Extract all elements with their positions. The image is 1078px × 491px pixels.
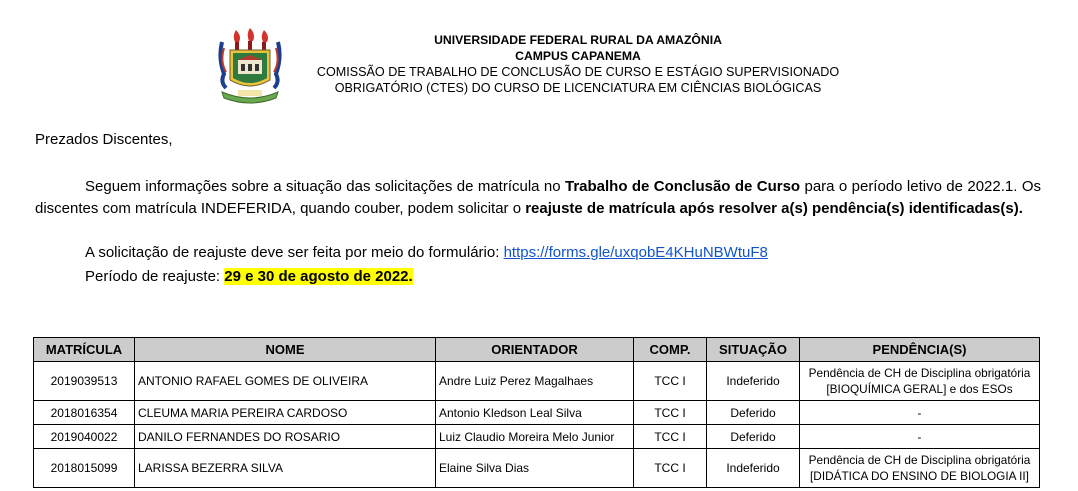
period-value-highlight: 29 e 30 de agosto de 2022. bbox=[224, 268, 413, 285]
cell-orientador: Luiz Claudio Moreira Melo Junior bbox=[436, 425, 634, 449]
paragraph-bold-tcc: Trabalho de Conclusão de Curso bbox=[564, 178, 801, 195]
enrollment-table bbox=[33, 337, 1040, 488]
pendencia-line: [DIDÁTICA DO ENSINO DE BIOLOGIA II] bbox=[810, 469, 1029, 483]
pendencia-line: Pendência de CH de Disciplina obrigatória bbox=[808, 366, 1031, 380]
cell-comp: TCC I bbox=[634, 449, 707, 488]
paragraph-text: Seguem informações sobre a situação das solicitações de matrícula no bbox=[85, 178, 565, 195]
cell-nome: LARISSA BEZERRA SILVA bbox=[135, 449, 436, 488]
greeting: Prezados Discentes, bbox=[35, 131, 173, 148]
pendencia-line: [BIOQUÍMICA GERAL] e dos ESOs bbox=[826, 382, 1013, 396]
cell-pendencia: - bbox=[800, 401, 1040, 425]
paragraph-bold-reajuste: reajuste de matrícula após resolver a(s) pendência(s) identificadas(s). bbox=[525, 199, 1023, 217]
col-header-orientador: ORIENTADOR bbox=[436, 338, 634, 362]
col-header-comp: COMP. bbox=[634, 338, 707, 362]
form-instruction-text: A solicitação de reajuste deve ser feita por meio do formulário: bbox=[85, 244, 504, 261]
cell-pendencia bbox=[800, 362, 1040, 401]
period-label: Período de reajuste: bbox=[85, 268, 225, 285]
form-link[interactable]: https://forms.gle/uxqobE4KHuNBWtuF8 bbox=[503, 244, 768, 261]
adjustment-period bbox=[85, 268, 413, 285]
cell-matricula: 2019040022 bbox=[34, 425, 135, 449]
cell-situacao: Indeferido bbox=[707, 362, 800, 401]
cell-orientador: Antonio Kledson Leal Silva bbox=[436, 401, 634, 425]
paragraph-text: para o período letivo de 2022.1. Os discentes com matrícula INDEFERIDA, quando couber, podem solicitar o bbox=[35, 178, 1041, 217]
commission-name-line1: COMISSÃO DE TRABALHO DE CONCLUSÃO DE CURSO E ESTÁGIO SUPERVISIONADO bbox=[316, 65, 840, 79]
cell-nome: DANILO FERNANDES DO ROSARIO bbox=[135, 425, 436, 449]
commission-name-line2: OBRIGATÓRIO (CTES) DO CURSO DE LICENCIATURA EM CIÊNCIAS BIOLÓGICAS bbox=[334, 81, 822, 95]
cell-matricula: 2018016354 bbox=[34, 401, 135, 425]
table-row bbox=[34, 401, 1040, 425]
cell-nome: ANTONIO RAFAEL GOMES DE OLIVEIRA bbox=[135, 362, 436, 401]
cell-comp: TCC I bbox=[634, 425, 707, 449]
pendencia-line: Pendência de CH de Disciplina obrigatória bbox=[808, 453, 1031, 467]
col-header-matricula: MATRÍCULA bbox=[34, 338, 135, 362]
cell-matricula: 2018015099 bbox=[34, 449, 135, 488]
col-header-nome: NOME bbox=[135, 338, 436, 362]
campus-name: CAMPUS CAPANEMA bbox=[515, 49, 641, 63]
cell-matricula: 2019039513 bbox=[34, 362, 135, 401]
form-instruction bbox=[85, 244, 768, 261]
table-header-row bbox=[34, 338, 1040, 362]
cell-situacao: Deferido bbox=[707, 425, 800, 449]
cell-comp: TCC I bbox=[634, 362, 707, 401]
cell-orientador: Andre Luiz Perez Magalhaes bbox=[436, 362, 634, 401]
university-coat-of-arms-icon bbox=[216, 28, 284, 104]
table-row bbox=[34, 449, 1040, 488]
cell-pendencia bbox=[800, 449, 1040, 488]
cell-nome: CLEUMA MARIA PEREIRA CARDOSO bbox=[135, 401, 436, 425]
cell-comp: TCC I bbox=[634, 401, 707, 425]
table-row bbox=[34, 362, 1040, 401]
col-header-situacao: SITUAÇÃO bbox=[707, 338, 800, 362]
document-header bbox=[0, 28, 1078, 108]
main-paragraph bbox=[35, 176, 1041, 219]
cell-situacao: Indeferido bbox=[707, 449, 800, 488]
col-header-pendencias: PENDÊNCIA(S) bbox=[800, 338, 1040, 362]
table-row bbox=[34, 425, 1040, 449]
cell-situacao: Deferido bbox=[707, 401, 800, 425]
cell-orientador: Elaine Silva Dias bbox=[436, 449, 634, 488]
cell-pendencia: - bbox=[800, 425, 1040, 449]
university-name: UNIVERSIDADE FEDERAL RURAL DA AMAZÔNIA bbox=[434, 33, 722, 47]
